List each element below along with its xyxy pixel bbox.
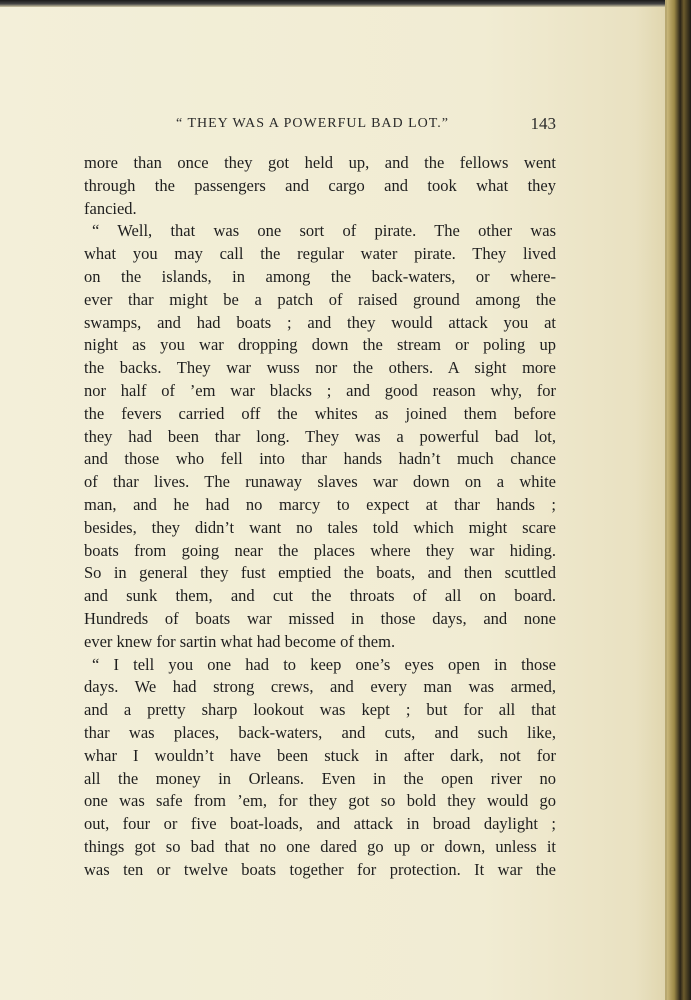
text-line: more than once they got held up, and the fellows went bbox=[84, 153, 556, 172]
text-line: besides, they didn’t want no tales told which might scare bbox=[84, 517, 556, 537]
text-line: whar I wouldn’t have been stuck in after dark, not for bbox=[84, 745, 556, 765]
text-line: So in general they fust emptied the boats, and then scuttled bbox=[84, 563, 556, 583]
page-top-edge bbox=[0, 0, 691, 7]
text-line: and a pretty sharp lookout was kept ; but for all that bbox=[84, 700, 556, 720]
page-header bbox=[84, 116, 560, 138]
text-line: fancied. bbox=[84, 198, 137, 218]
page-number: 143 bbox=[530, 114, 556, 133]
book-spine bbox=[667, 0, 691, 1000]
text-line: ever thar might be a patch of raised ground among the bbox=[84, 289, 556, 309]
text-line: boats from going near the places where they war hiding. bbox=[84, 540, 556, 560]
text-line: ever knew for sartin what had become of them. bbox=[84, 631, 396, 651]
text-line: what you may call the regular water pirate. They lived bbox=[84, 244, 556, 264]
text-line: on the islands, in among the back-waters, or where- bbox=[84, 266, 556, 286]
text-line: they had been thar long. They was a powerful bad lot, bbox=[84, 426, 556, 446]
text-line: the backs. They war wuss nor the others. A sight more bbox=[84, 358, 556, 378]
text-line: Hundreds of boats war missed in those days, and none bbox=[84, 608, 556, 628]
running-head: “ THEY WAS A POWERFUL BAD LOT.” bbox=[176, 116, 450, 131]
text-line: and those who fell into thar hands hadn’t much chance bbox=[84, 449, 556, 469]
text-line: and sunk them, and cut the throats of all on board. bbox=[84, 586, 556, 606]
text-line: thar was places, back-waters, and cuts, and such like, bbox=[84, 722, 556, 742]
text-line: nor half of ’em war blacks ; and good reason why, for bbox=[84, 380, 556, 400]
text-line: through the passengers and cargo and took what they bbox=[84, 175, 556, 195]
body-text bbox=[84, 152, 556, 882]
text-line: things got so bad that no one dared go up or down, unless it bbox=[84, 836, 556, 856]
text-line: “ I tell you one had to keep one’s eyes open in those bbox=[92, 654, 556, 674]
text-line: one was safe from ’em, for they got so bold they would go bbox=[84, 791, 556, 811]
text-line: of thar lives. The runaway slaves war down on a white bbox=[84, 472, 556, 492]
text-line: night as you war dropping down the stream or poling up bbox=[84, 335, 556, 355]
text-line: swamps, and had boats ; and they would attack you at bbox=[84, 312, 556, 332]
text-line: “ Well, that was one sort of pirate. The other was bbox=[92, 221, 556, 241]
text-line: the fevers carried off the whites as joined them before bbox=[84, 403, 556, 423]
text-line: out, four or five boat-loads, and attack in broad daylight ; bbox=[84, 814, 556, 834]
text-line: all the money in Orleans. Even in the open river no bbox=[84, 768, 556, 788]
text-line: days. We had strong crews, and every man was armed, bbox=[84, 677, 556, 697]
text-line: man, and he had no marcy to expect at thar hands ; bbox=[84, 494, 556, 514]
text-line: was ten or twelve boats together for protection. It war the bbox=[84, 859, 556, 879]
